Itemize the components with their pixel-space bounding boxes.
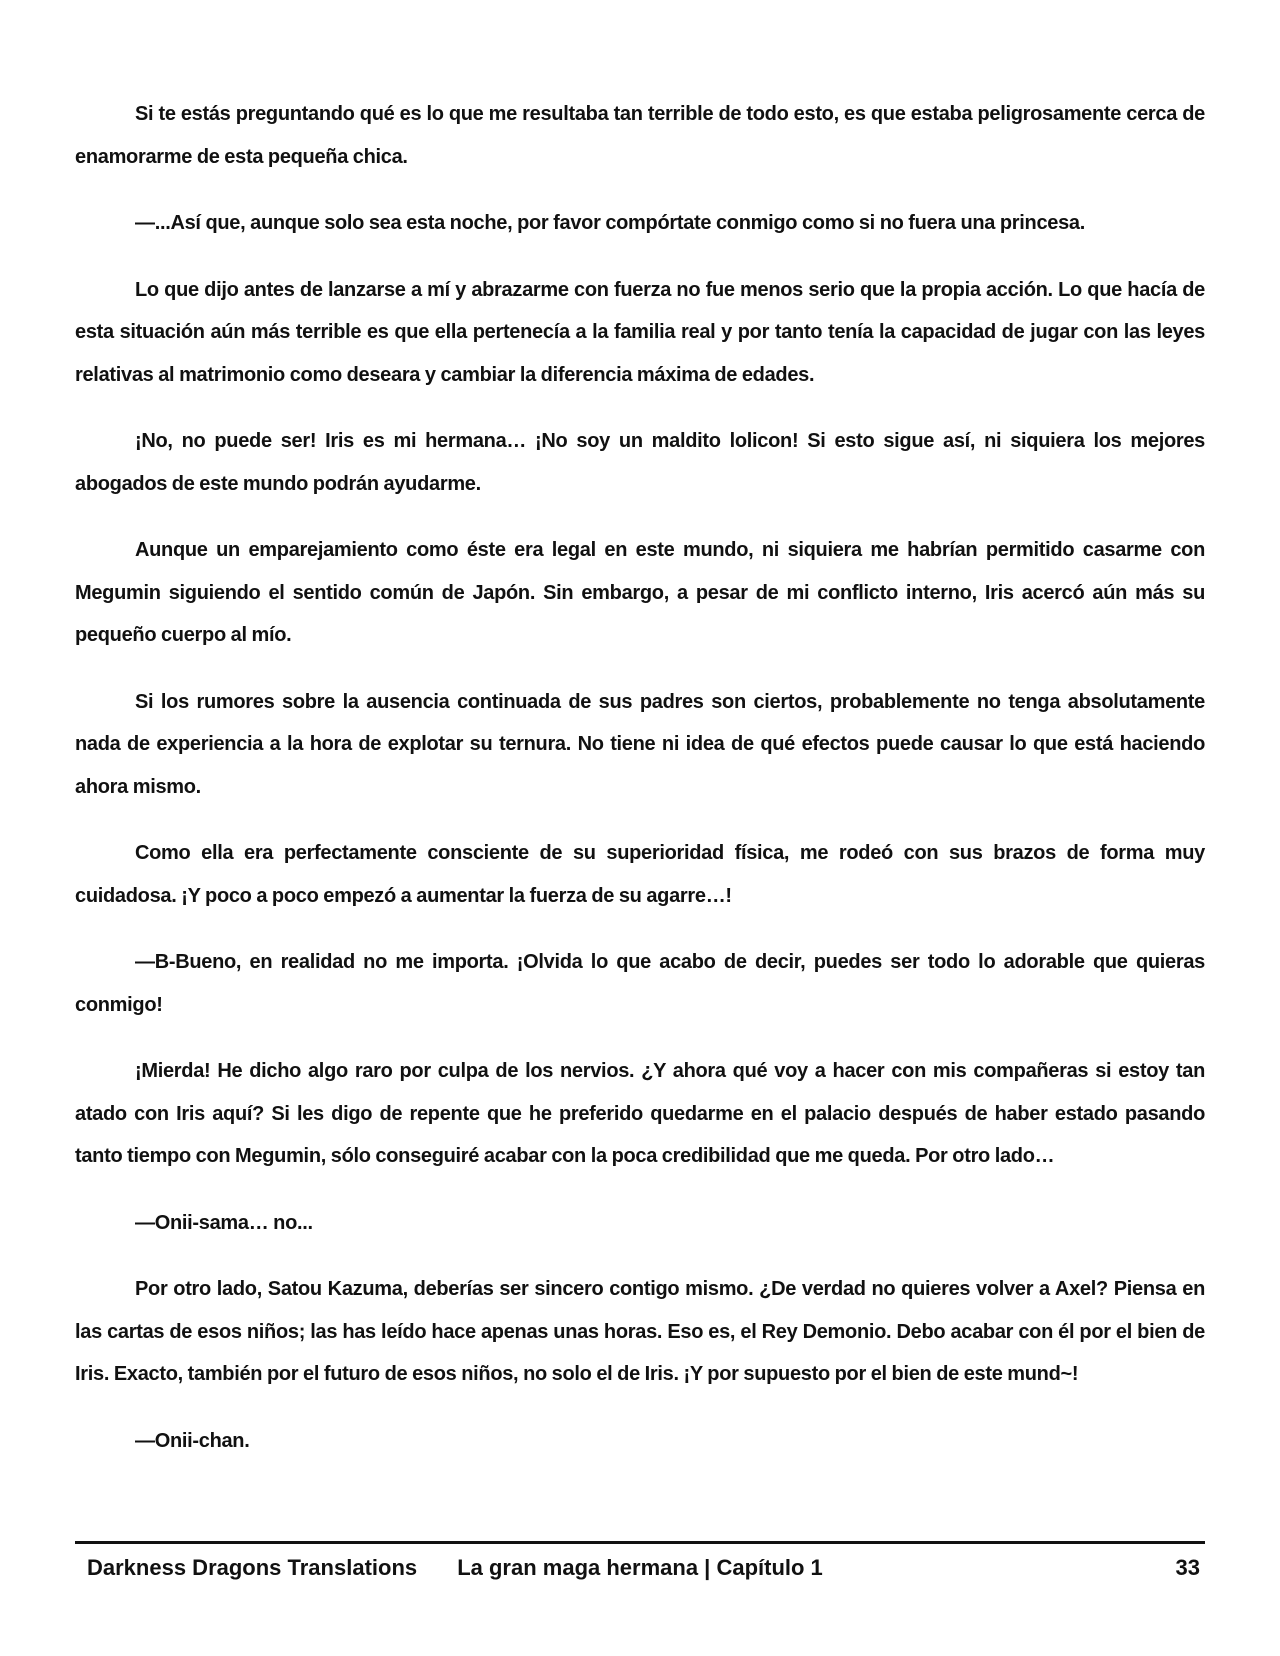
footer-divider — [75, 1541, 1205, 1544]
paragraph-8: —B-Bueno, en realidad no me importa. ¡Olvida lo que acabo de decir, puedes ser todo lo adorable que quieras conmigo! — [75, 951, 1205, 1016]
paragraph-3: Lo que dijo antes de lanzarse a mí y abrazarme con fuerza no fue menos serio que la propia acción. Lo que hacía de esta situación aún más terrible es que ella pertenecía a la familia real y por tanto tenía la capacidad de jugar con las leyes relativas al matrimonio como deseara y cambiar la diferencia máxima de edades. — [75, 278, 1205, 386]
paragraph-5: Aunque un emparejamiento como éste era legal en este mundo, ni siquiera me habrían permitido casarme con Megumin siguiendo el sentido común de Japón. Sin embargo, a pesar de mi conflicto interno, Iris acercó aún más su pequeño cuerpo al mío. — [75, 539, 1205, 646]
paragraph-9: ¡Mierda! He dicho algo raro por culpa de los nervios. ¿Y ahora qué voy a hacer con mis compañeras si estoy tan atado con Iris aquí? Si les digo de repente que he preferido quedarme en el palacio después de haber estado pasando tanto tiempo con Megumin, sólo conseguiré acabar con la poca credibilidad que me queda. Por otro lado… — [75, 1060, 1205, 1167]
footer-translator: Darkness Dragons Translations — [87, 1555, 418, 1580]
footer-chapter-title: La gran maga hermana | Capítulo 1 — [457, 1555, 823, 1580]
paragraph-11: Por otro lado, Satou Kazuma, deberías ser sincero contigo mismo. ¿De verdad no quieres volver a Axel? Piensa en las cartas de esos niños; las has leído hace apenas unas horas. Eso es, el Rey Demonio. Debo acabar con él por el bien de Iris. Exacto, también por el futuro de esos niños, no solo el de Iris. ¡Y por supuesto por el bien de este mund~! — [75, 1278, 1205, 1385]
paragraph-7: Como ella era perfectamente consciente de su superioridad física, me rodeó con sus brazos de forma muy cuidadosa. ¡Y poco a poco empezó a aumentar la fuerza de su agarre…! — [75, 842, 1205, 907]
page-body — [75, 93, 1205, 1486]
page-footer — [75, 1548, 1205, 1588]
paragraph-4: ¡No, no puede ser! Iris es mi hermana… ¡No soy un maldito lolicon! Si esto sigue así, ni siquiera los mejores abogados de este mundo podrán ayudarme. — [75, 430, 1205, 495]
paragraph-6: Si los rumores sobre la ausencia continuada de sus padres son ciertos, probablemente no tenga absolutamente nada de experiencia a la hora de explotar su ternura. No tiene ni idea de qué efectos puede causar lo que está haciendo ahora mismo. — [75, 690, 1205, 798]
page-number: 33 — [1175, 1555, 1200, 1580]
paragraph-1: Si te estás preguntando qué es lo que me resultaba tan terrible de todo esto, es que estaba peligrosamente cerca de enamorarme de esta pequeña chica. — [75, 103, 1205, 168]
paragraph-10: —Onii-sama… no... — [135, 1211, 313, 1234]
paragraph-12: —Onii-chan. — [135, 1429, 250, 1452]
paragraph-2: —...Así que, aunque solo sea esta noche, por favor compórtate conmigo como si no fuera una princesa. — [135, 212, 1085, 234]
